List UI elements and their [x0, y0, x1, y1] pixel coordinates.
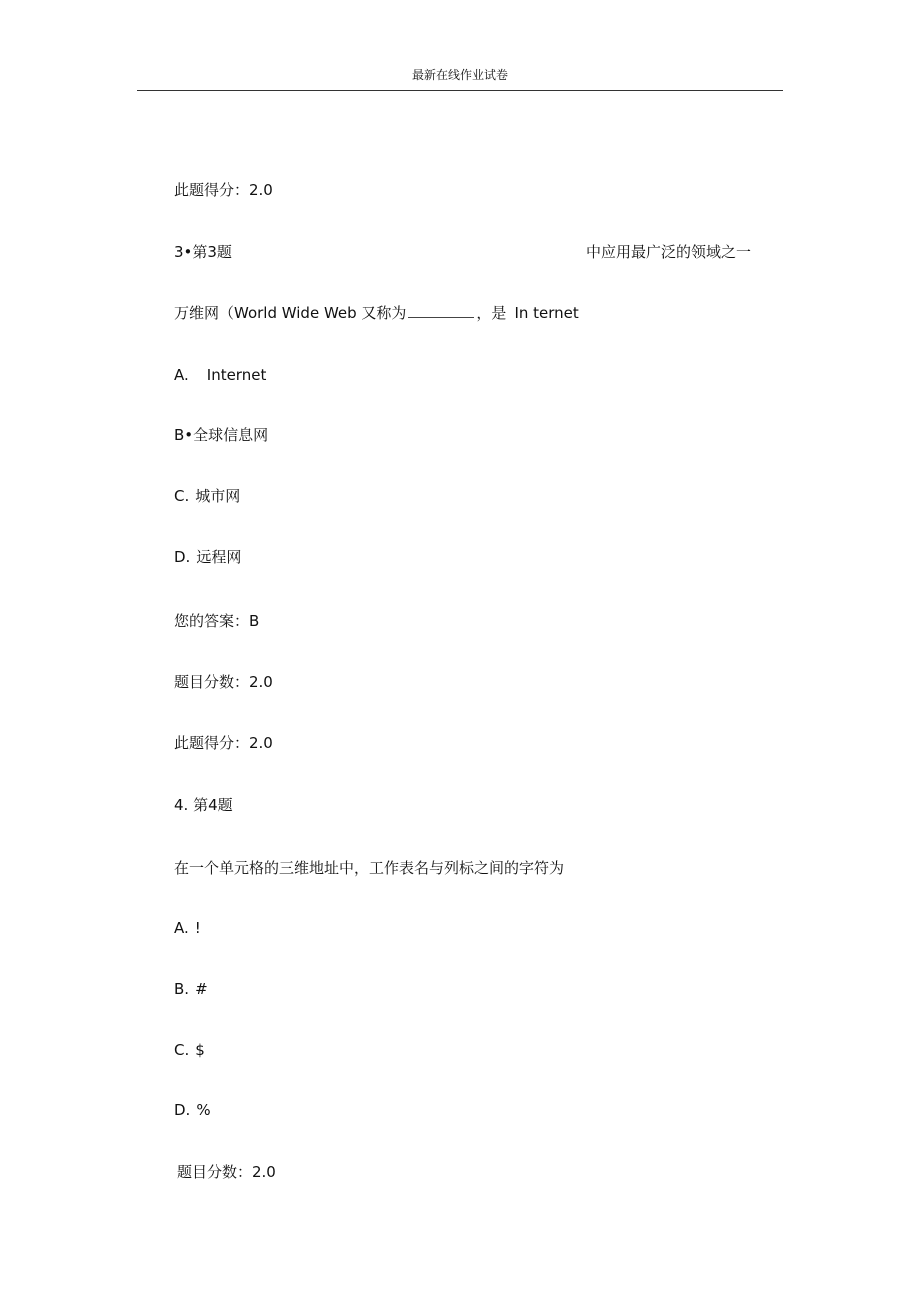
- q3-option-b: [174, 425, 268, 445]
- option-key: A.: [174, 366, 189, 384]
- q4-number: 4. 第4题: [174, 796, 233, 814]
- q3-option-c: [174, 486, 240, 506]
- page-header: [137, 66, 783, 91]
- answer-blank: [408, 303, 474, 318]
- option-text: Internet: [206, 366, 267, 384]
- q4-score-total: 题目分数：2.0: [177, 1163, 276, 1181]
- option-text: %: [196, 1101, 211, 1119]
- q4-option-a: [174, 918, 201, 938]
- q3-text-right: 中应用最广泛的领域之一: [586, 243, 752, 261]
- q4-option-d: [174, 1100, 211, 1120]
- q4-option-b: [174, 979, 208, 999]
- option-text: 全球信息网: [193, 426, 269, 444]
- q2-score-got: 此题得分：2.0: [174, 181, 273, 199]
- q3-your-answer: 您的答案：B: [174, 612, 260, 630]
- q3-text-part-c: In ternet: [514, 304, 579, 322]
- option-text: #: [195, 980, 208, 998]
- q3-option-d: [174, 547, 241, 567]
- q4-question-text: 在一个单元格的三维地址中，工作表名与列标之间的字符为: [174, 859, 565, 877]
- option-key: D.: [174, 548, 191, 566]
- q3-number: 3•第3题: [174, 243, 232, 261]
- option-key: C.: [174, 487, 190, 505]
- option-text: 城市网: [195, 487, 241, 505]
- q3-score-total: 题目分数：2.0: [174, 673, 273, 691]
- option-text: !: [194, 919, 201, 937]
- q3-text-part-b: ，是: [476, 304, 507, 322]
- q3-question-text: [174, 303, 579, 323]
- q3-option-a: [174, 365, 266, 385]
- q3-score-got: 此题得分：2.0: [174, 734, 273, 752]
- option-key: B.: [174, 980, 190, 998]
- option-key: B•: [174, 426, 194, 444]
- option-key: C.: [174, 1041, 190, 1059]
- option-text: 远程网: [196, 548, 242, 566]
- q3-text-part-a: 万维网（World Wide Web 又称为: [174, 304, 407, 322]
- option-key: D.: [174, 1101, 191, 1119]
- option-text: $: [195, 1041, 205, 1059]
- header-title: 最新在线作业试卷: [411, 68, 508, 82]
- option-key: A.: [174, 919, 189, 937]
- q4-option-c: [174, 1040, 205, 1060]
